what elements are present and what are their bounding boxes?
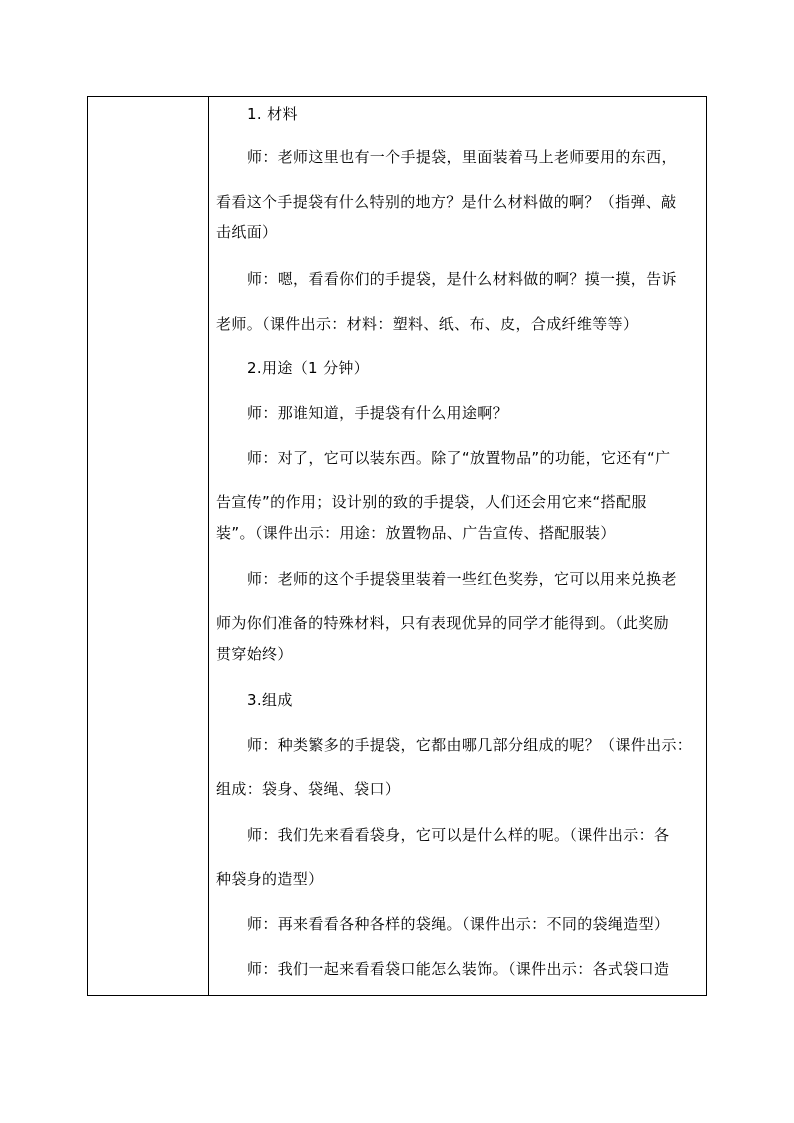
paragraph-line: 师：那谁知道，手提袋有什么用途啊？ (247, 404, 508, 422)
paragraph-line: 告宣传”的作用；设计别的致的手提袋，人们还会用它来“搭配服 (216, 493, 647, 511)
paragraph-line: 师：对了，它可以装东西。除了“放置物品”的功能，它还有“广 (247, 449, 671, 467)
paragraph-line: 师：种类繁多的手提袋，它都由哪几部分组成的呢？（课件出示： (247, 736, 693, 754)
section-heading-composition: 3.组成 (247, 691, 293, 709)
section-heading-uses: 2.用途（1 分钟） (247, 359, 370, 377)
paragraph-line: 师：我们先来看看袋身，它可以是什么样的呢。（课件出示：各 (247, 826, 670, 844)
paragraph-line: 种袋身的造型） (216, 870, 324, 888)
paragraph-line: 装”。（课件出示：用途：放置物品、广告宣传、搭配服装） (216, 524, 616, 542)
lesson-table (87, 96, 707, 996)
section-heading-materials: 1. 材料 (247, 105, 298, 123)
paragraph-line: 师：老师的这个手提袋里装着一些红色奖券，它可以用来兑换老 (247, 570, 677, 588)
paragraph-line: 师：再来看看各种各样的袋绳。（课件出示：不同的袋绳造型） (247, 915, 670, 933)
paragraph-line: 看看这个手提袋有什么特别的地方？是什么材料做的啊？（指弹、敲 (216, 193, 677, 211)
table-right-cell (209, 97, 707, 995)
paragraph-line: 贯穿始终） (216, 645, 293, 663)
paragraph-line: 老师。（课件出示：材料：塑料、纸、布、皮，合成纤维等等） (216, 315, 639, 333)
paragraph-line: 师：我们一起来看看袋口能怎么装饰。（课件出示：各式袋口造 (247, 960, 670, 978)
paragraph-line: 师为你们准备的特殊材料，只有表现优异的同学才能得到。（此奖励 (216, 614, 670, 632)
table-left-cell (88, 97, 208, 995)
paragraph-line: 师：老师这里也有一个手提袋，里面装着马上老师要用的东西， (247, 148, 677, 166)
paragraph-line: 组成：袋身、袋绳、袋口） (216, 780, 401, 798)
paragraph-line: 击纸面） (216, 223, 278, 241)
paragraph-line: 师：嗯，看看你们的手提袋，是什么材料做的啊？摸一摸，告诉 (247, 270, 677, 288)
